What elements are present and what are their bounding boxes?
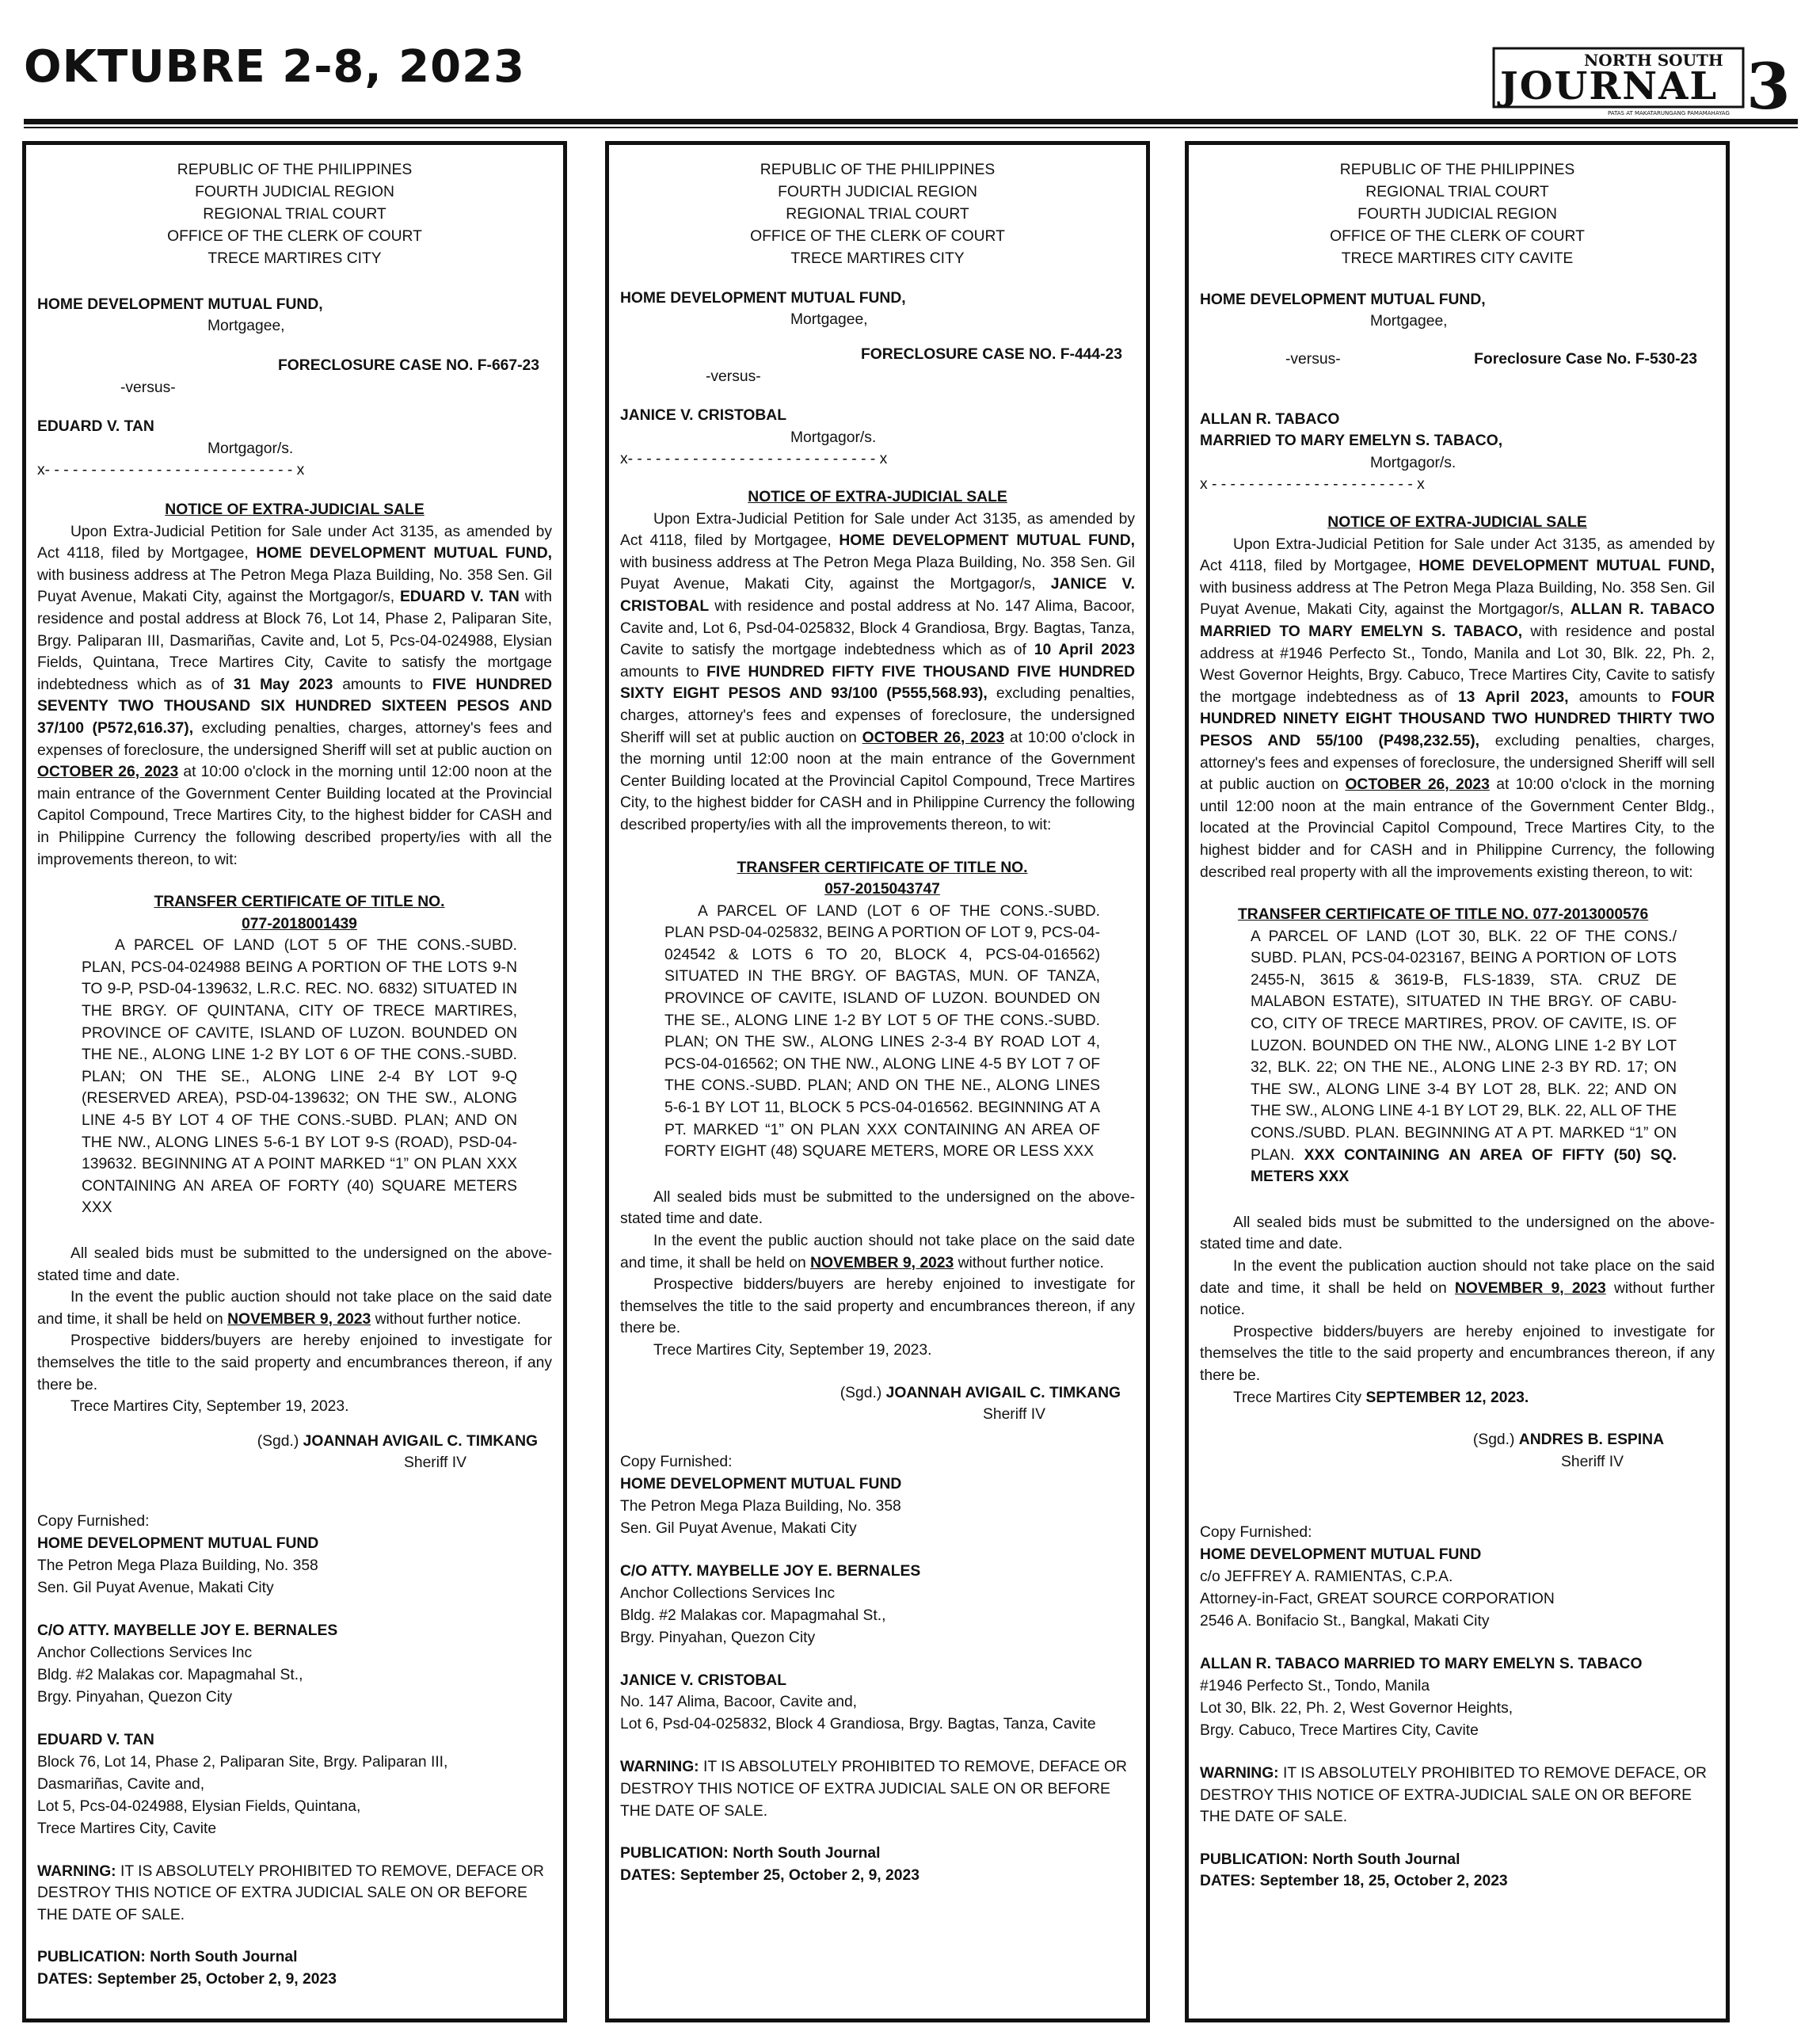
address-line: The Petron Mega Plaza Building, No. 358 (620, 1497, 901, 1515)
recipient-name: EDUARD V. TAN (37, 1731, 154, 1748)
tct-label: TRANSFER CERTIFICATE OF TITLE NO. 077-2013000576 (1238, 906, 1649, 924)
publication-dates: DATES: September 25, October 2, 9, 2023 (620, 1866, 920, 1884)
publication-line: PUBLICATION: North South Journal (1200, 1851, 1460, 1868)
mortgagee-role: Mortgagee, (208, 318, 285, 335)
recipient-name: HOME DEVELOPMENT MUTUAL FUND (620, 1475, 902, 1492)
address-line: Dasmariñas, Cavite and, (37, 1775, 205, 1793)
address-line: Bldg. #2 Malakas cor. Mapagmahal St., (37, 1666, 303, 1683)
place-date: Trece Martires City, September 19, 2023. (653, 1341, 932, 1359)
publication-line: PUBLICATION: North South Journal (620, 1845, 881, 1862)
recipient-name: JANICE V. CRISTOBAL (620, 1672, 786, 1689)
notice-column-3 (1185, 141, 1730, 2022)
separator-line: x- - - - - - - - - - - - - - - - - - - - - - - - - - - x (37, 462, 305, 479)
notice-title: NOTICE OF EXTRA-JUDICIAL SALE (165, 501, 425, 518)
address-line: Trece Martires City, Cavite (37, 1820, 217, 1837)
warning-text: WARNING: IT IS ABSOLUTELY PROHIBITED TO REMOVE DEFACE, OR DESTROY THIS NOTICE OF EXTRA-JUDICIAL SALE ON OR BEFORE THE DATE OF SALE. (1200, 1765, 1707, 1826)
address-line: Anchor Collections Services Inc (37, 1644, 253, 1661)
address-line: Brgy. Cabuco, Trece Martires City, Cavite (1200, 1722, 1479, 1740)
masthead-top: NORTH SOUTH (1584, 51, 1723, 70)
notice-body: Upon Extra-Judicial Petition for Sale under Act 3135, as amended by Act 4118, filed by Mortgagee, HOME DEVELOPMENT MUTUAL FUND, with business address at The Petron Mega Plaza Building, No. 358 Sen. Gil Puyat Avenue, Makati City, against the Mortgagor/s, JANICE V. CRISTOBAL with residence and postal address at No. 147 Alima, Bacoor, Cavite and, Lot 6, Psd-04-025832, Block 4 Grandiosa, Brgy. Bagtas, Tanza, Cavite to satisfy the mortgage indebtedness which as of 10 April 2023 amounts to FIVE HUNDRED FIFTY FIVE THOUSAND FIVE HUNDRED SIXTY EIGHT PESOS AND 93/100 (P555,568.93), excluding penalties, charges, attorney's fees and expenses of foreclosure, the undersigned Sheriff will set at public auction on OCTOBER 26, 2023 at 10:00 o'clock in the morning until 12:00 noon at the main entrance of the Government Center Building located at the Provincial Capitol Compound, Trece Martires City, to the highest bidder for CASH and in Philippine Currency the following described property/ies with all the improvements thereon, to wit: (620, 510, 1136, 833)
publication-dates: DATES: September 18, 25, October 2, 2023 (1200, 1873, 1508, 1890)
tct-number: 057-2015043747 (824, 881, 940, 898)
recipient-name: HOME DEVELOPMENT MUTUAL FUND (37, 1534, 319, 1552)
header-line: OFFICE OF THE CLERK OF COURT (167, 227, 422, 245)
mortgagor-role: Mortgagor/s. (790, 429, 877, 446)
header-rule-thin (24, 127, 1798, 128)
place-date: Trece Martires City, September 19, 2023. (70, 1398, 349, 1416)
copy-furnished (1200, 1522, 1715, 1742)
prospective-paragraph: Prospective bidders/buyers are hereby enjoined to investigate for themselves the title to the said property and encumbrances thereon, if any there be. (620, 1276, 1135, 1337)
recipient-name: HOME DEVELOPMENT MUTUAL FUND (1200, 1546, 1482, 1564)
tct-block (82, 891, 517, 1219)
mortgagee-role: Mortgagee, (790, 311, 868, 329)
tct-description: A PARCEL OF LAND (LOT 30, BLK. 22 OF THE CONS./ SUBD. PLAN, PCS-04-023167, BEING A PORTION OF LOTS 2455-N, 3615 & 3619-B, FLS-1839, STA. CRUZ DE MALABON ESTATE), SITUATED IN THE BRGY. OF CABU-CO, CITY OF TRECE MARTIRES, PROV. OF CAVITE, IS. OF LUZON. BOUNDED ON THE NW., ALONG LINE 1-2 BY LOT 32, BLK. 22; ON THE NE., ALONG LINE 2-3 BY RD. 17; ON THE SW., ALONG LINE 3-4 BY LOT 28, BLK. 22; AND ON THE SW., ALONG LINE 4-1 BY LOT 29, BLK. 22, ALL OF THE CONS./SUBD. PLAN. BEGINNING AT A PT. MARKED “1” ON PLAN. XXX CONTAINING AN AREA OF FIFTY (50) SQ. METERS XXX (1251, 928, 1677, 1186)
copy-furnished-label: Copy Furnished: (37, 1512, 150, 1530)
header-line: REPUBLIC OF THE PHILIPPINES (760, 162, 996, 178)
mortgagee-name: HOME DEVELOPMENT MUTUAL FUND, (37, 295, 323, 313)
court-header (620, 159, 1135, 270)
case-number: Foreclosure Case No. F-530-23 (1474, 351, 1697, 368)
warning-text: WARNING: IT IS ABSOLUTELY PROHIBITED TO REMOVE, DEFACE OR DESTROY THIS NOTICE OF EXTRA JUDICIAL SALE ON OR BEFORE THE DATE OF SALE. (620, 1759, 1127, 1820)
court-header (1200, 159, 1715, 270)
header-line: REPUBLIC OF THE PHILIPPINES (177, 162, 413, 178)
recipient-name: C/O ATTY. MAYBELLE JOY E. BERNALES (37, 1622, 338, 1639)
notice-body: Upon Extra-Judicial Petition for Sale under Act 3135, as amended by Act 4118, filed by Mortgagee, HOME DEVELOPMENT MUTUAL FUND, with business address at The Petron Mega Plaza Building, No. 358 Sen. Gil Puyat Avenue, Makati City, against the Mortgagor/s, ALLAN R. TABACO MARRIED TO MARY EMELYN S. TABACO, with residence and postal address at #1946 Perfecto St., Tondo, Manila and Lot 30, Blk. 22, Ph. 2, West Governor Heights, Brgy. Cabuco, Trece Martires City, Cavite to satisfy the mortgage indebtedness as of 13 April 2023, amounts to FOUR HUNDRED NINETY EIGHT THOUSAND TWO HUNDRED THIRTY TWO PESOS AND 55/100 (P498,232.55), excluding penalties, charges, attorney's fees and expenses of foreclosure, the undersigned Sheriff will sell at public auction on OCTOBER 26, 2023 at 10:00 o'clock in the morning until 12:00 noon at the main entrance of the Government Center Bldg., located at the Provincial Capitol Compound, Trece Martires City, to the highest bidder and for CASH and in Philippine Currency, the following described real property with all the improvements existing thereon, to wit: (1200, 536, 1715, 881)
prospective-paragraph: Prospective bidders/buyers are hereby enjoined to investigate for themselves the title to the said property and encumbrances thereon, if any there be. (1200, 1323, 1715, 1384)
notice-body: Upon Extra-Judicial Petition for Sale under Act 3135, as amended by Act 4118, filed by Mortgagee, HOME DEVELOPMENT MUTUAL FUND, with business address at The Petron Mega Plaza Building, No. 358 Sen. Gil Puyat Avenue, Makati City, against the Mortgagor/s, EDUARD V. TAN with residence and postal address at Block 76, Lot 14, Phase 2, Paliparan Site, Brgy. Paliparan III, Dasmariñas, Cavite and, Lot 5, Pcs-04-024988, Elysian Fields, Quintana, Trece Martires City, Cavite to satisfy the mortgage indebtedness which as of 31 May 2023 amounts to FIVE HUNDRED SEVENTY TWO THOUSAND SIX HUNDRED SIXTEEN PESOS AND 37/100 (P572,616.37), excluding penalties, charges, attorney's fees and expenses of foreclosure, the undersigned Sheriff will set at public auction on OCTOBER 26, 2023 at 10:00 o'clock in the morning until 12:00 noon at the main entrance of the Government Center Building located at the Provincial Capitol Compound, Trece Martires City, to the highest bidder for CASH and in Philippine Currency the following described property/ies with all the improvements thereon, to wit: (37, 523, 553, 868)
address-line: c/o JEFFREY A. RAMIENTAS, C.P.A. (1200, 1569, 1453, 1586)
bids-paragraph: All sealed bids must be submitted to the undersigned on the above-stated time and date. (37, 1245, 552, 1284)
mortgagee-role: Mortgagee, (1370, 313, 1448, 330)
address-line: Bldg. #2 Malakas cor. Mapagmahal St., (620, 1607, 886, 1624)
notice-column-1 (22, 141, 567, 2022)
recipient-name: ALLAN R. TABACO MARRIED TO MARY EMELYN S. TABACO (1200, 1656, 1643, 1673)
address-line: Lot 6, Psd-04-025832, Block 4 Grandiosa, Brgy. Bagtas, Tanza, Cavite (620, 1716, 1096, 1733)
header-line: FOURTH JUDICIAL REGION (778, 183, 977, 200)
masthead-name: JOURNAL (1500, 64, 1719, 109)
mortgagor-spouse: MARRIED TO MARY EMELYN S. TABACO, (1200, 433, 1503, 450)
address-line: Block 76, Lot 14, Phase 2, Paliparan Site, Brgy. Paliparan III, (37, 1753, 448, 1771)
mortgagor-role: Mortgagor/s. (1370, 454, 1456, 471)
header-line: REGIONAL TRIAL COURT (203, 205, 386, 223)
separator-line: x - - - - - - - - - - - - - - - - - - - - - - x (1200, 476, 1425, 494)
address-line: Brgy. Pinyahan, Quezon City (37, 1688, 233, 1706)
notice-column-2 (605, 141, 1150, 2022)
place-date: Trece Martires City SEPTEMBER 12, 2023. (1233, 1389, 1529, 1406)
case-number: FORECLOSURE CASE NO. F-444-23 (861, 346, 1122, 364)
address-line: 2546 A. Bonifacio St., Bangkal, Makati City (1200, 1613, 1490, 1630)
address-line: Sen. Gil Puyat Avenue, Makati City (620, 1519, 857, 1537)
header-line: REGIONAL TRIAL COURT (1365, 183, 1549, 200)
mortgagor-name: ALLAN R. TABACO (1200, 410, 1340, 428)
page-number: 3 (1746, 49, 1791, 119)
tct-number: 077-2018001439 (242, 915, 357, 932)
sheriff-title: Sheriff IV (404, 1454, 466, 1472)
address-line: Attorney-in-Fact, GREAT SOURCE CORPORATION (1200, 1591, 1555, 1608)
tct-label: TRANSFER CERTIFICATE OF TITLE NO. (154, 894, 445, 911)
header-line: OFFICE OF THE CLERK OF COURT (1330, 227, 1585, 245)
versus-row (1200, 349, 1715, 371)
journal-masthead-logo (1489, 44, 1798, 119)
copy-furnished (620, 1451, 1135, 1736)
prospective-paragraph: Prospective bidders/buyers are hereby enjoined to investigate for themselves the title to the said property and encumbrances thereon, if any there be. (37, 1332, 552, 1393)
notice-title: NOTICE OF EXTRA-JUDICIAL SALE (1327, 514, 1587, 531)
publication-dates: DATES: September 25, October 2, 9, 2023 (37, 1970, 337, 1988)
mortgagee-name: HOME DEVELOPMENT MUTUAL FUND, (1200, 291, 1486, 308)
event-paragraph: In the event the public auction should not take place on the said date and time, it shall be held on NOVEMBER 9, 2023 without further notice. (620, 1233, 1135, 1271)
address-line: Lot 5, Pcs-04-024988, Elysian Fields, Quintana, (37, 1797, 361, 1815)
copy-furnished-label: Copy Furnished: (1200, 1524, 1312, 1542)
issue-date: OKTUBRE 2-8, 2023 (24, 41, 526, 93)
header-line: REGIONAL TRIAL COURT (786, 205, 969, 223)
header-line: TRECE MARTIRES CITY CAVITE (1341, 250, 1574, 267)
address-line: Anchor Collections Services Inc (620, 1584, 836, 1602)
event-paragraph: In the event the publication auction should not take place on the said date and time, it shall be held on NOVEMBER 9, 2023 without further notice. (1200, 1258, 1715, 1319)
warning-text: WARNING: IT IS ABSOLUTELY PROHIBITED TO REMOVE, DEFACE OR DESTROY THIS NOTICE OF EXTRA JUDICIAL SALE ON OR BEFORE THE DATE OF SALE. (37, 1862, 544, 1923)
tct-label: TRANSFER CERTIFICATE OF TITLE NO. (737, 859, 1028, 876)
header-line: TRECE MARTIRES CITY (208, 250, 382, 267)
tct-description: A PARCEL OF LAND (LOT 5 OF THE CONS.-SUBD. PLAN, PCS-04-024988 BEING A PORTION OF THE LOTS 9-N TO 9-P, PSD-04-139632, L.R.C. REC. NO. 6832) SITUATED IN THE BRGY. OF QUINTANA, CITY OF TRECE MARTIRES, PROVINCE OF CAVITE, ISLAND OF LUZON. BOUNDED ON THE NE., ALONG LINE 1-2 BY LOT 6 OF THE CONS.-SUBD. PLAN; ON THE SE., ALONG LINE 2-4 BY LOT 9-Q (RESERVED AREA), PSD-04-139632; ON THE SW., ALONG LINE 4-5 BY LOT 4 OF THE CONS.-SUBD. PLAN; AND ON THE NW., ALONG LINES 5-6-1 BY LOT 9-S (ROAD), PSD-04-139632. BEGINNING AT A POINT MARKED “1” ON PLAN XXX CONTAINING AN AREA OF FORTY (40) SQUARE METERS XXX (82, 937, 517, 1217)
signature-line: (Sgd.) ANDRES B. ESPINA (1472, 1431, 1664, 1449)
recipient-name: C/O ATTY. MAYBELLE JOY E. BERNALES (620, 1562, 921, 1580)
mortgagor-name: EDUARD V. TAN (37, 418, 154, 436)
header-line: REPUBLIC OF THE PHILIPPINES (1339, 162, 1575, 178)
signature-line: (Sgd.) JOANNAH AVIGAIL C. TIMKANG (840, 1384, 1121, 1401)
versus-label: -versus- (706, 368, 761, 385)
sheriff-title: Sheriff IV (983, 1406, 1045, 1424)
notice-title: NOTICE OF EXTRA-JUDICIAL SALE (748, 489, 1007, 505)
sheriff-title: Sheriff IV (1561, 1453, 1624, 1470)
mortgagor-role: Mortgagor/s. (208, 440, 294, 457)
case-number: FORECLOSURE CASE NO. F-667-23 (278, 357, 539, 375)
address-line: #1946 Perfecto St., Tondo, Manila (1200, 1678, 1430, 1695)
tct-block (664, 857, 1100, 1163)
header-line: TRECE MARTIRES CITY (790, 250, 965, 267)
masthead-tagline: PATAS AT MAKATARUNGANG PAMAMAHAYAG (1608, 110, 1730, 116)
address-line: The Petron Mega Plaza Building, No. 358 (37, 1557, 318, 1574)
event-paragraph: In the event the public auction should not take place on the said date and time, it shall be held on NOVEMBER 9, 2023 without further notice. (37, 1289, 552, 1328)
mortgagee-name: HOME DEVELOPMENT MUTUAL FUND, (620, 289, 906, 307)
signature-line: (Sgd.) JOANNAH AVIGAIL C. TIMKANG (257, 1432, 538, 1450)
bids-paragraph: All sealed bids must be submitted to the undersigned on the above-stated time and date. (1200, 1214, 1715, 1253)
tct-description: A PARCEL OF LAND (LOT 6 OF THE CONS.-SUBD. PLAN PSD-04-025832, BEING A PORTION OF LOT 9, PCS-04-024542 & LOTS 6 TO 20, BLOCK 4, PCS-04-016562) SITUATED IN THE BRGY. OF BAGTAS, MUN. OF TANZA, PROVINCE OF CAVITE, ISLAND OF LUZON. BOUNDED ON THE SE., ALONG LINE 1-2 BY LOT 5 OF THE CONS.-SUBD. PLAN; ON THE SW., ALONG LINES 2-3-4 BY ROAD LOT 4, PCS-04-016562; ON THE NW., ALONG LINE 4-5 BY LOT 7 OF THE CONS.-SUBD. PLAN; AND ON THE NE., ALONG LINES 5-6-1 BY LOT 11, BLOCK 5 PCS-04-016562. BEGINNING AT A PT. MARKED “1” ON PLAN XXX CONTAINING AN AREA OF FORTY EIGHT (48) SQUARE METERS, MORE OR LESS XXX (664, 902, 1100, 1161)
copy-furnished-label: Copy Furnished: (620, 1453, 733, 1470)
mortgagor-name: JANICE V. CRISTOBAL (620, 407, 786, 425)
header-line: FOURTH JUDICIAL REGION (1357, 205, 1557, 223)
address-line: No. 147 Alima, Bacoor, Cavite and, (620, 1694, 858, 1711)
versus-label: -versus- (1285, 351, 1341, 368)
bids-paragraph: All sealed bids must be submitted to the undersigned on the above-stated time and date. (620, 1188, 1135, 1228)
copy-furnished (37, 1511, 552, 1840)
separator-line: x- - - - - - - - - - - - - - - - - - - - - - - - - - - x (620, 451, 888, 468)
tct-block (1238, 904, 1677, 1188)
court-header (37, 159, 552, 270)
address-line: Lot 30, Blk. 22, Ph. 2, West Governor Heights, (1200, 1700, 1513, 1717)
header-rule (24, 119, 1798, 124)
header-line: FOURTH JUDICIAL REGION (195, 183, 394, 200)
address-line: Brgy. Pinyahan, Quezon City (620, 1629, 816, 1646)
publication-line: PUBLICATION: North South Journal (37, 1949, 298, 1966)
versus-label: -versus- (120, 379, 176, 396)
address-line: Sen. Gil Puyat Avenue, Makati City (37, 1579, 274, 1596)
header-line: OFFICE OF THE CLERK OF COURT (750, 227, 1005, 245)
